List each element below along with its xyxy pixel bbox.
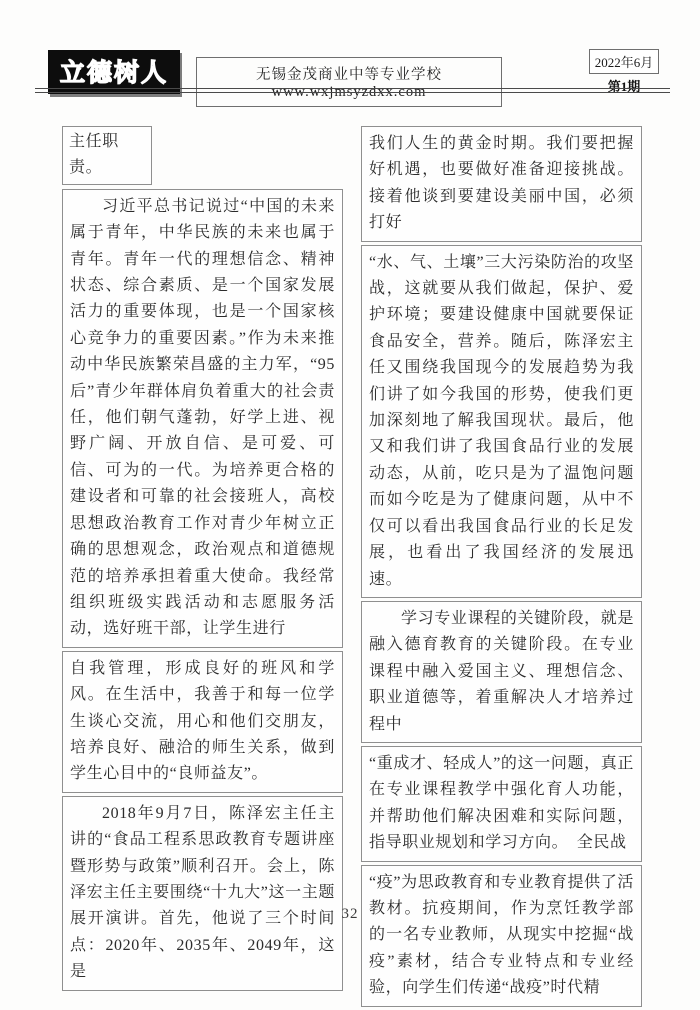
issue-number: 第1期 (607, 79, 641, 94)
masthead-logo-text: 立德树人 (60, 59, 169, 87)
school-banner: 无锡金茂商业中等专业学校 www.wxjmsyzdxx.com (196, 57, 502, 107)
issue-date: 2022年6月 (589, 49, 660, 74)
text-box-moral-education: 学习专业课程的关键阶段，就是融入德育教育的关键阶段。在专业课程中融入爱国主义、理想信念、职业道德等，着重解决人才培养过程中 (361, 601, 642, 743)
article-columns (62, 126, 642, 1010)
text-box-anti-epidemic: “疫”为思政教育和专业教育提供了活教材。抗疫期间，作为烹饪教学部的一名专业教师，从现实中挖掘“战疫”素材，结合专业特点和专业经验，向学生们传递“战疫”时代精 (361, 865, 642, 1007)
text-box-pollution-battle: “水、气、土壤”三大污染防治的攻坚战，这就要从我们做起，保护、爱护环境；要建设健康中国就要保证食品安全，营养。随后，陈泽宏主任又围绕我国现今的发展趋势为我们讲了如今我国的形势，使我们更加深刻地了解我国现状。最后，他又和我们讲了我国食品行业的发展动态，从前，吃只是为了温饱问题而如今吃是为了健康问题，从中不仅可以看出我国食品行业的长足发展，也看出了我国经济的发展迅速。 (361, 245, 642, 598)
page-number: 32 (341, 906, 359, 922)
text-box-class-management: 自我管理，形成良好的班风和学风。在生活中，我善于和每一位学生谈心交流，用心和他们交朋友，培养良好、融洽的师生关系，做到学生心目中的“良师益友”。 (62, 651, 343, 793)
text-box-duty-title: 主任职责。 (62, 126, 152, 185)
page-header (0, 0, 700, 100)
text-box-golden-period: 我们人生的黄金时期。我们要把握好机遇，也要做好准备迎接挑战。接着他谈到要建设美丽中国，必须打好 (361, 126, 642, 242)
text-box-quote-paragraph: 习近平总书记说过“中国的未来属于青年，中华民族的未来也属于青年。青年一代的理想信念、精神状态、综合素质、是一个国家发展活力的重要体现，也是一个国家核心竞争力的重要因素。”作为未来推动中华民族繁荣昌盛的主力军，“95后”青少年群体肩负着重大的社会责任，他们朝气蓬勃，好学上进、视野广阔、开放自信、是可爱、可信、可为的一代。为培养更合格的建设者和可靠的社会接班人，高校思想政治教育工作对青少年树立正确的思想观念，政治观点和道德规范的培养承担着重大使命。我经常组织班级实践活动和志愿服务活动，选好班干部，让学生进行 (62, 189, 343, 648)
left-column (62, 126, 343, 994)
header-divider (35, 88, 670, 93)
text-box-lecture-2018: 2018年9月7日，陈泽宏主任主讲的“食品工程系思政教育专题讲座暨形势与政策”顺利召开。会上，陈泽宏主任主要围绕“十九大”这一主题展开演讲。首先，他说了三个时间点：2020年、2035年、2049年，这是 (62, 796, 343, 991)
right-column (361, 126, 642, 1010)
text-box-talent-cultivation: “重成才、轻成人”的这一问题，真正在专业课程教学中强化育人功能，并帮助他们解决困难和实际问题，指导职业规划和学习方向。 全民战 (361, 746, 642, 862)
